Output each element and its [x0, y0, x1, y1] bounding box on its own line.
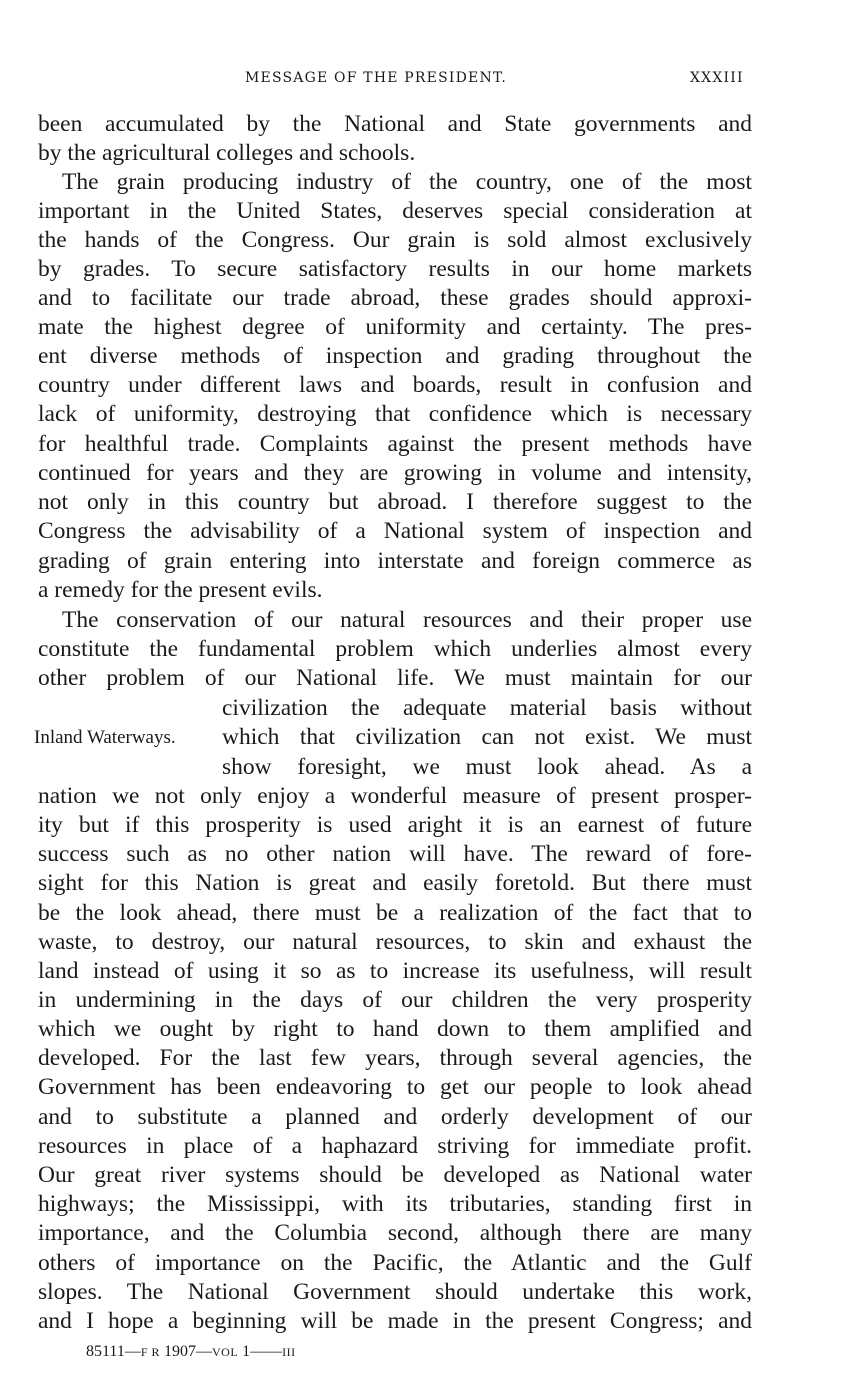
text-line: important in the United States, deserves special consideration at [38, 198, 752, 224]
text-line: ent diverse methods of inspection and grading throughout the [38, 343, 752, 369]
text-line: importance, and the Columbia second, although there are many [38, 1220, 752, 1246]
text-line: ity but if this prosperity is used aright it is an earnest of future [38, 812, 752, 838]
text-line: not only in this country but abroad. I therefore suggest to the [38, 489, 752, 515]
text-line: Congress the advisability of a National system of inspection and [38, 518, 752, 544]
text-line: which that civilization can not exist. We must [222, 724, 752, 750]
text-line: grading of grain entering into interstate and foreign commerce as [38, 548, 752, 574]
text-line: show foresight, we must look ahead. As a [222, 754, 752, 780]
text-line: and to substitute a planned and orderly development of our [38, 1104, 752, 1130]
text-line: be the look ahead, there must be a realization of the fact that to [38, 900, 752, 926]
footer-part: III [282, 1345, 296, 1359]
text-line: The grain producing industry of the country, one of the most [62, 169, 752, 195]
text-line: other problem of our National life. We must maintain for our [38, 665, 752, 691]
footer-part: VOL [212, 1345, 239, 1359]
text-line: in undermining in the days of our children the very prosperity [38, 987, 752, 1013]
text-line: land instead of using it so as to increase its usefulness, will result [38, 958, 752, 984]
footer-part: 1907— [160, 1343, 212, 1360]
text-line: lack of uniformity, destroying that confidence which is necessary [38, 401, 752, 427]
text-line: country under different laws and boards, result in confusion and [38, 372, 752, 398]
text-line: and I hope a beginning will be made in the present Congress; and [38, 1308, 752, 1334]
footer-part: 1—— [238, 1343, 283, 1360]
text-line: and to facilitate our trade abroad, these grades should approxi- [38, 285, 752, 311]
footer-part: 85111— [86, 1343, 141, 1360]
margin-sidenote: Inland Waterways. [34, 727, 176, 748]
text-line: The conservation of our natural resources and their proper use [62, 607, 752, 633]
text-line: developed. For the last few years, through several agencies, the [38, 1045, 752, 1071]
text-line: the hands of the Congress. Our grain is sold almost exclusively [38, 227, 752, 253]
text-line: by grades. To secure satisfactory results in our home markets [38, 256, 752, 282]
page-number: XXXIII [690, 70, 744, 86]
running-title: MESSAGE OF THE PRESIDENT. [245, 70, 508, 86]
text-line: highways; the Mississippi, with its tributaries, standing first in [38, 1191, 752, 1217]
text-line: success such as no other nation will have. The reward of fore- [38, 841, 752, 867]
text-line: been accumulated by the National and State governments and [38, 111, 752, 137]
text-line: others of importance on the Pacific, the Atlantic and the Gulf [38, 1250, 752, 1276]
text-line: which we ought by right to hand down to them amplified and [38, 1016, 752, 1042]
text-line: mate the highest degree of uniformity and certainty. The pres- [38, 314, 752, 340]
text-line: nation we not only enjoy a wonderful measure of present prosper- [38, 783, 752, 809]
text-line: waste, to destroy, our natural resources, to skin and exhaust the [38, 929, 752, 955]
footer-part: F R [140, 1345, 160, 1359]
text-line: by the agricultural colleges and schools. [38, 140, 416, 166]
text-line: Our great river systems should be developed as National water [38, 1162, 752, 1188]
text-line: resources in place of a haphazard striving for immediate profit. [38, 1133, 752, 1159]
text-line: civilization the adequate material basis without [222, 695, 752, 721]
signature-mark [86, 1343, 296, 1361]
running-header [0, 66, 844, 90]
text-line: Government has been endeavoring to get our people to look ahead [38, 1074, 752, 1100]
text-line: sight for this Nation is great and easily foretold. But there must [38, 870, 752, 896]
text-line: a remedy for the present evils. [38, 577, 323, 603]
text-line: slopes. The National Government should undertake this work, [38, 1279, 752, 1305]
text-line: constitute the fundamental problem which underlies almost every [38, 636, 752, 662]
text-line: for healthful trade. Complaints against the present methods have [38, 431, 752, 457]
text-line: continued for years and they are growing in volume and intensity, [38, 460, 752, 486]
